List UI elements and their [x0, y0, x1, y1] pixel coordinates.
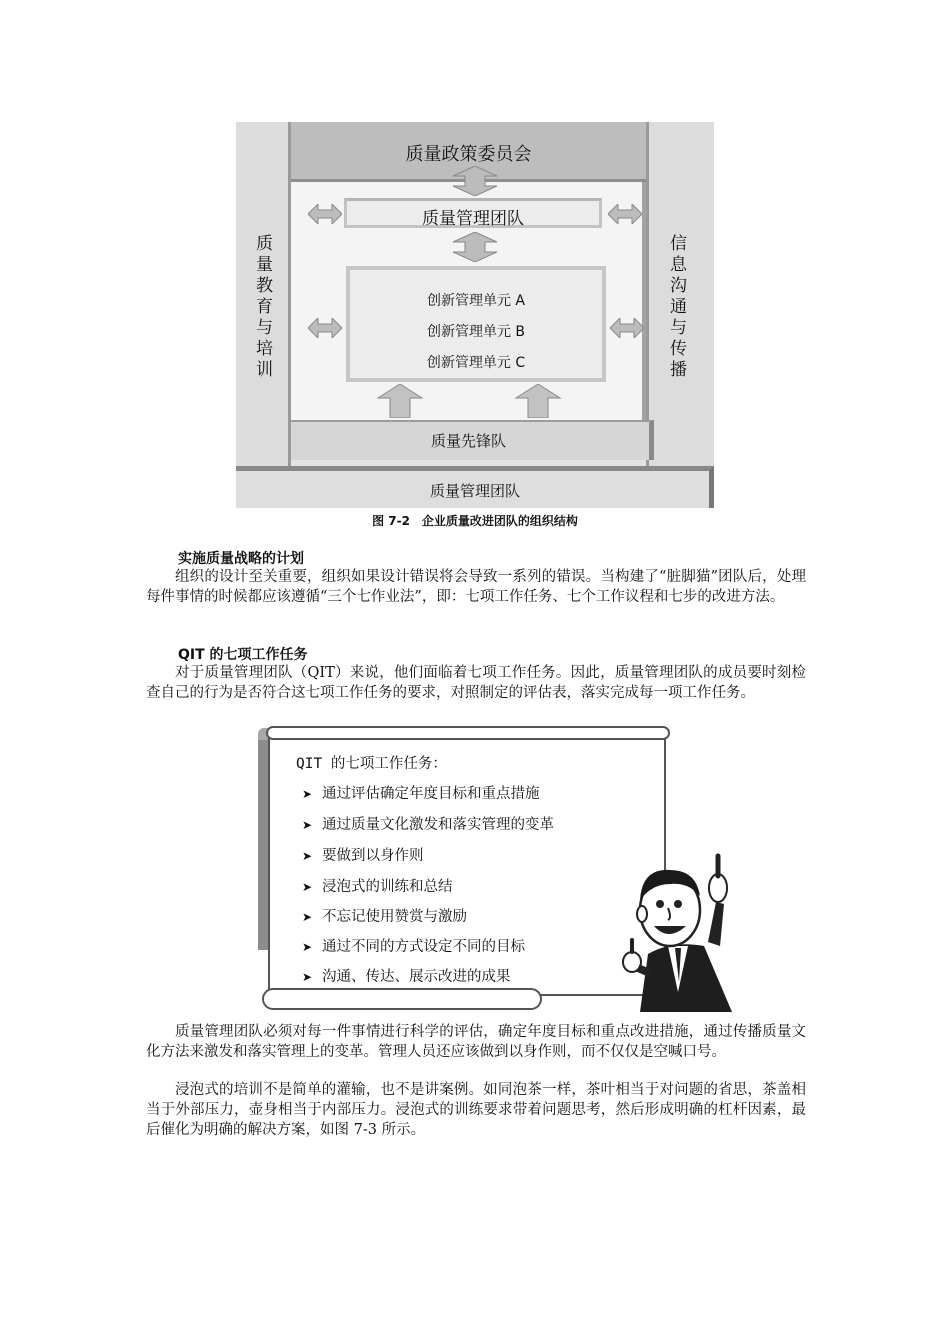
up-arrow-icon — [514, 384, 562, 418]
figure-caption: 图 7-2 企业质量改进团队的组织结构 — [372, 514, 578, 528]
task-text: 不忘记使用赞赏与激励 — [322, 909, 467, 925]
innovation-unit-c: 创新管理单元 C — [426, 355, 526, 371]
committee-label: 质量政策委员会 — [405, 144, 532, 165]
scroll-top-roll — [266, 726, 670, 740]
task-item — [302, 813, 554, 834]
horizontal-double-arrow-icon — [308, 204, 342, 224]
section-heading: QIT 的七项工作任务 — [178, 647, 308, 663]
section-heading: 实施质量战略的计划 — [178, 551, 304, 567]
task-text: 通过质量文化激发和落实管理的变革 — [322, 817, 554, 833]
task-item — [302, 844, 424, 865]
paragraph: 质量管理团队必须对每一件事情进行科学的评估，确定年度目标和重点改进措施，通过传播质量文化方法来激发和落实管理上的变革。管理人员还应该做到以身作则，而不仅仅是空喊口号。 — [146, 1024, 806, 1060]
scroll-bottom-roll — [262, 988, 542, 1010]
paragraph: 浸泡式的培训不是简单的灌输，也不是讲案例。如同泡茶一样，茶叶相当于对问题的省思，茶盖相当于外部压力，壶身相当于内部压力。浸泡式的训练要求带着问题思考，然后形成明确的杠杆因素，最后催化为明确的解决方案，如图 7-3 所示。 — [146, 1082, 806, 1138]
arrow-bullet-icon: ➤ — [302, 940, 313, 954]
double-arrow-icon — [451, 232, 499, 262]
paragraph: 组织的设计至关重要，组织如果设计错误将会导致一系列的错误。当构建了“脏脚猫”团队后，处理每件事情的时候都应该遵循“三个七作业法”，即：七项工作任务、七个工作议程和七步的改进方法。 — [146, 569, 806, 605]
task-text: 通过不同的方式设定不同的目标 — [322, 939, 525, 955]
arrow-bullet-icon: ➤ — [302, 970, 313, 984]
arrow-bullet-icon: ➤ — [302, 818, 313, 832]
arrow-bullet-icon: ➤ — [302, 880, 313, 894]
arrow-bullet-icon: ➤ — [302, 910, 313, 924]
team-label: 质量管理团队 — [422, 209, 524, 229]
vanguard-label: 质量先锋队 — [430, 432, 506, 450]
horizontal-double-arrow-icon — [308, 318, 342, 338]
businessman-mascot-icon — [612, 842, 760, 1012]
task-text: 通过评估确定年度目标和重点措施 — [322, 786, 540, 802]
paragraph: 对于质量管理团队（QIT）来说，他们面临着七项工作任务。因此，质量管理团队的成员要时刻检查自己的行为是否符合这七项工作任务的要求，对照制定的评估表，落实完成每一项工作任务。 — [146, 665, 806, 701]
innovation-unit-a: 创新管理单元 A — [426, 293, 526, 309]
task-text: 浸泡式的训练和总结 — [322, 879, 453, 895]
arrow-bullet-icon: ➤ — [302, 787, 313, 801]
left-column-label: 质量教育与培训 — [252, 233, 272, 381]
innovation-unit-b: 创新管理单元 B — [426, 324, 526, 340]
task-item — [302, 875, 453, 896]
horizontal-double-arrow-icon — [610, 318, 644, 338]
arrow-bullet-icon: ➤ — [302, 849, 313, 863]
horizontal-double-arrow-icon — [608, 204, 642, 224]
task-item — [302, 782, 540, 803]
task-text: 要做到以身作则 — [322, 848, 424, 864]
task-item — [302, 965, 511, 986]
scroll-paper — [268, 734, 666, 996]
task-text: 沟通、传达、展示改进的成果 — [322, 969, 511, 985]
task-item — [302, 935, 525, 956]
double-arrow-icon — [451, 166, 499, 196]
bottom-team-label: 质量管理团队 — [429, 482, 520, 500]
org-structure-figure — [236, 122, 714, 508]
right-column-label: 信息沟通与传播 — [666, 233, 686, 381]
task-item — [302, 905, 467, 926]
up-arrow-icon — [376, 384, 424, 418]
scroll-title: QIT 的七项工作任务： — [296, 756, 447, 772]
